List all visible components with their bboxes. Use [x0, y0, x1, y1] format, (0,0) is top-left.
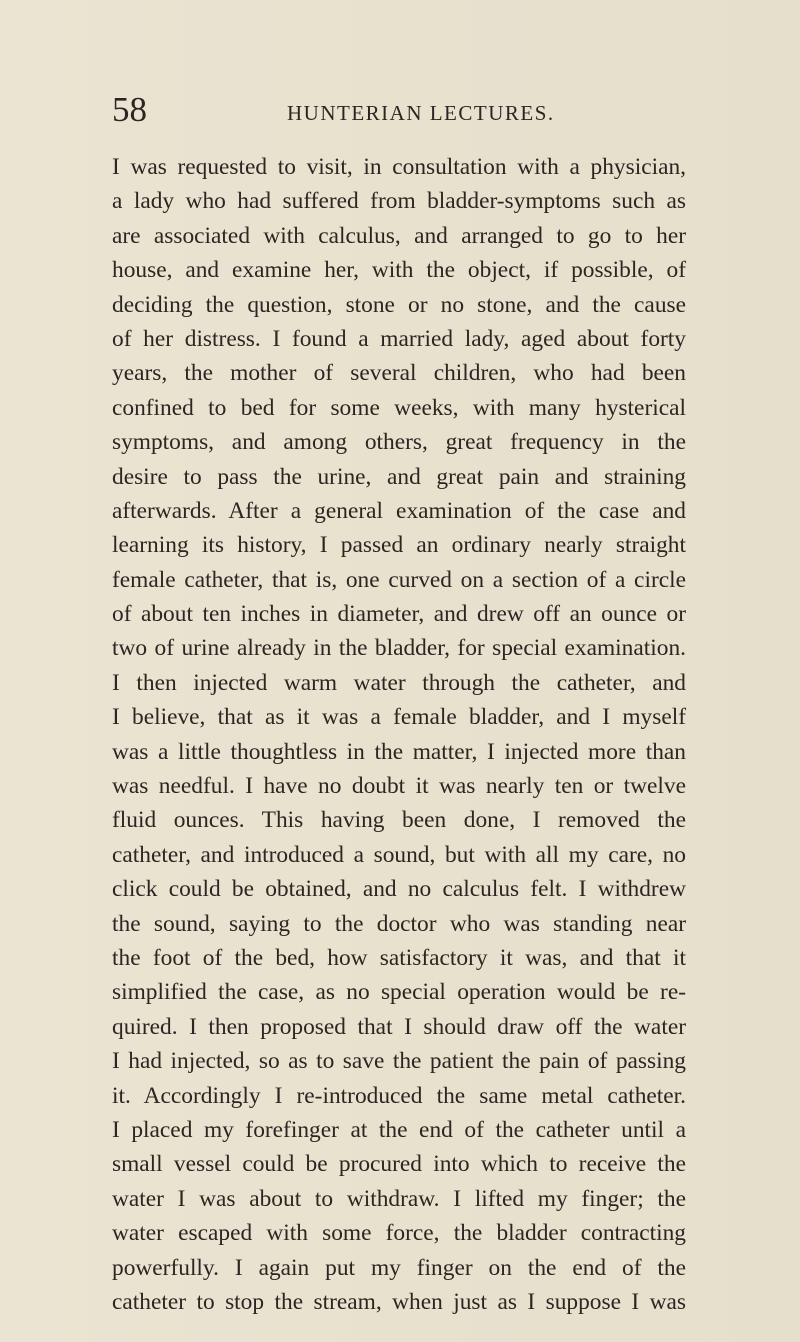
text-line: fluid ounces. This having been done, I removed the	[112, 807, 686, 834]
text-line: click could be obtained, and no calculus felt. I withdrew	[112, 876, 686, 903]
text-line: I placed my forefinger at the end of the catheter until a	[112, 1116, 686, 1143]
text-line: deciding the question, stone or no stone, and the cause	[112, 291, 686, 318]
text-line: quired. I then proposed that I should draw off the water	[112, 1013, 686, 1040]
text-line: I believe, that as it was a female bladder, and I myself	[112, 704, 686, 731]
running-title: HUNTERIAN LECTURES.	[287, 101, 555, 125]
text-line: years, the mother of several children, who had been	[112, 360, 686, 387]
text-line: I had injected, so as to save the patient the pain of passing	[112, 1048, 686, 1075]
text-line: it. Accordingly I re-introduced the same metal catheter.	[112, 1082, 686, 1109]
text-line: was a little thoughtless in the matter, I injected more than	[112, 738, 686, 765]
text-line: water escaped with some force, the bladder contracting	[112, 1220, 686, 1247]
text-line: of her distress. I found a married lady, aged about forty	[112, 325, 686, 352]
text-line: small vessel could be procured into which to receive the	[112, 1151, 686, 1178]
text-line: simplified the case, as no special operation would be re-	[112, 979, 686, 1006]
text-line: the sound, saying to the doctor who was standing near	[112, 910, 686, 937]
text-line: learning its history, I passed an ordinary nearly straight	[112, 532, 686, 559]
text-line: powerfully. I again put my finger on the end of the	[112, 1254, 686, 1281]
text-line: female catheter, that is, one curved on a section of a circle	[112, 566, 686, 593]
text-line: desire to pass the urine, and great pain and straining	[112, 463, 686, 490]
page-header	[112, 90, 692, 140]
text-line: two of urine already in the bladder, for special examination.	[112, 635, 686, 662]
text-line: symptoms, and among others, great frequency in the	[112, 429, 686, 456]
text-line: was needful. I have no doubt it was nearly ten or twelve	[112, 773, 686, 800]
text-line: catheter to stop the stream, when just as I suppose I was	[112, 1288, 686, 1315]
text-line: I was requested to visit, in consultation with a physician,	[112, 154, 686, 180]
text-line: confined to bed for some weeks, with many hysterical	[112, 394, 686, 421]
text-line: catheter, and introduced a sound, but with all my care, no	[112, 841, 686, 868]
text-line: I then injected warm water through the catheter, and	[112, 669, 686, 696]
text-line: of about ten inches in diameter, and drew off an ounce or	[112, 601, 686, 628]
text-line: a lady who had suffered from bladder-symptoms such as	[112, 188, 686, 215]
text-line: the foot of the bed, how satisfactory it was, and that it	[112, 944, 686, 971]
text-line: water I was about to withdraw. I lifted my finger; the	[112, 1185, 686, 1212]
text-line: house, and examine her, with the object, if possible, of	[112, 257, 686, 284]
text-line: afterwards. After a general examination of the case and	[112, 497, 686, 524]
page-number: 58	[112, 90, 147, 129]
body-text	[112, 150, 686, 1319]
text-line: are associated with calculus, and arranged to go to her	[112, 222, 686, 249]
